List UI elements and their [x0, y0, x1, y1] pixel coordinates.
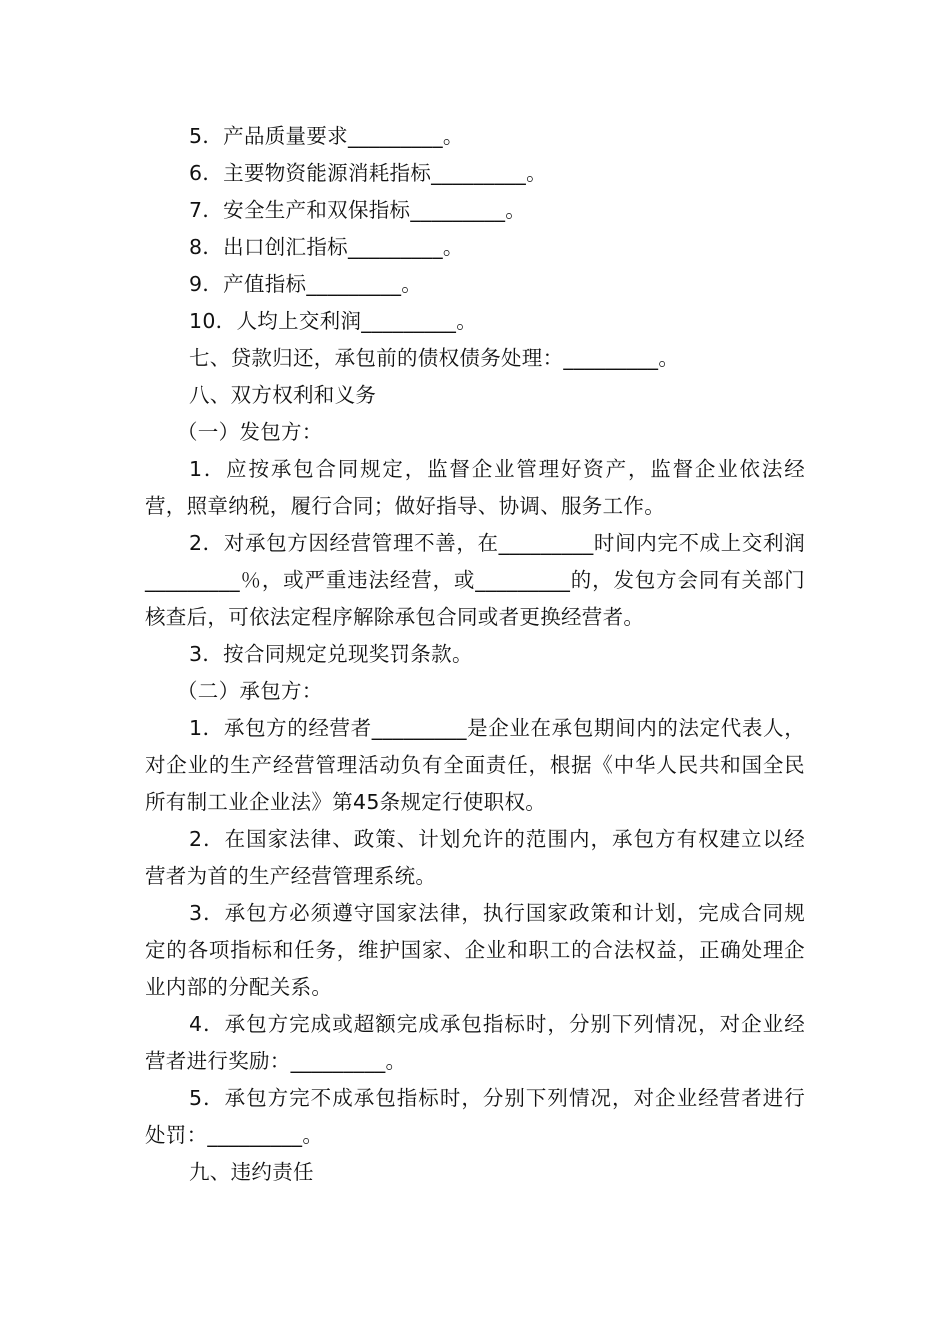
- section-heading-loan-repayment: 七、贷款归还，承包前的债权债务处理：_________。: [189, 346, 680, 370]
- subheading-contractor-issuer: （一）发包方：: [177, 420, 323, 444]
- contractor-clause-3: 3．承包方必须遵守国家法律，执行国家政策和计划，完成合同规定的各项指标和任务，维护国家、企业和职工的合法权益，正确处理企业内部的分配关系。: [145, 901, 805, 999]
- contractor-clause-4: 4．承包方完成或超额完成承包指标时，分别下列情况，对企业经营者进行奖励：_________。: [145, 1012, 805, 1073]
- clause-profit-per-capita: 10．人均上交利润_________。: [189, 309, 478, 333]
- subheading-contractor: （二）承包方：: [177, 679, 323, 703]
- issuer-clause-3: 3．按合同规定兑现奖罚条款。: [189, 642, 473, 666]
- clause-output-value: 9．产值指标_________。: [189, 272, 423, 296]
- contractor-clause-5: 5．承包方完不成承包指标时，分别下列情况，对企业经营者进行处罚：_________。: [145, 1086, 805, 1147]
- issuer-clause-1: 1．应按承包合同规定，监督企业管理好资产，监督企业依法经营，照章纳税，履行合同；做好指导、协调、服务工作。: [145, 457, 805, 518]
- contractor-clause-2: 2．在国家法律、政策、计划允许的范围内，承包方有权建立以经营者为首的生产经营管理系统。: [145, 827, 805, 888]
- issuer-clause-2: 2．对承包方因经营管理不善，在_________时间内完不成上交利润_________％，或严重违法经营，或_________的，发包方会同有关部门核查后，可依法定程序解除承包合同或者更换经营者。: [145, 531, 805, 629]
- clause-safety-indicators: 7．安全生产和双保指标_________。: [189, 198, 527, 222]
- clause-export-earnings: 8．出口创汇指标_________。: [189, 235, 464, 259]
- contractor-clause-1: 1．承包方的经营者_________是企业在承包期间内的法定代表人，对企业的生产经营管理活动负有全面责任，根据《中华人民共和国全民所有制工业企业法》第45条规定行使职权。: [145, 716, 805, 814]
- section-heading-rights-obligations: 八、双方权利和义务: [189, 383, 377, 407]
- clause-energy-consumption: 6．主要物资能源消耗指标_________。: [189, 161, 547, 185]
- document-body: [145, 118, 805, 1191]
- section-heading-breach-liability: 九、违约责任: [189, 1160, 314, 1184]
- clause-product-quality: 5．产品质量要求_________。: [189, 124, 464, 148]
